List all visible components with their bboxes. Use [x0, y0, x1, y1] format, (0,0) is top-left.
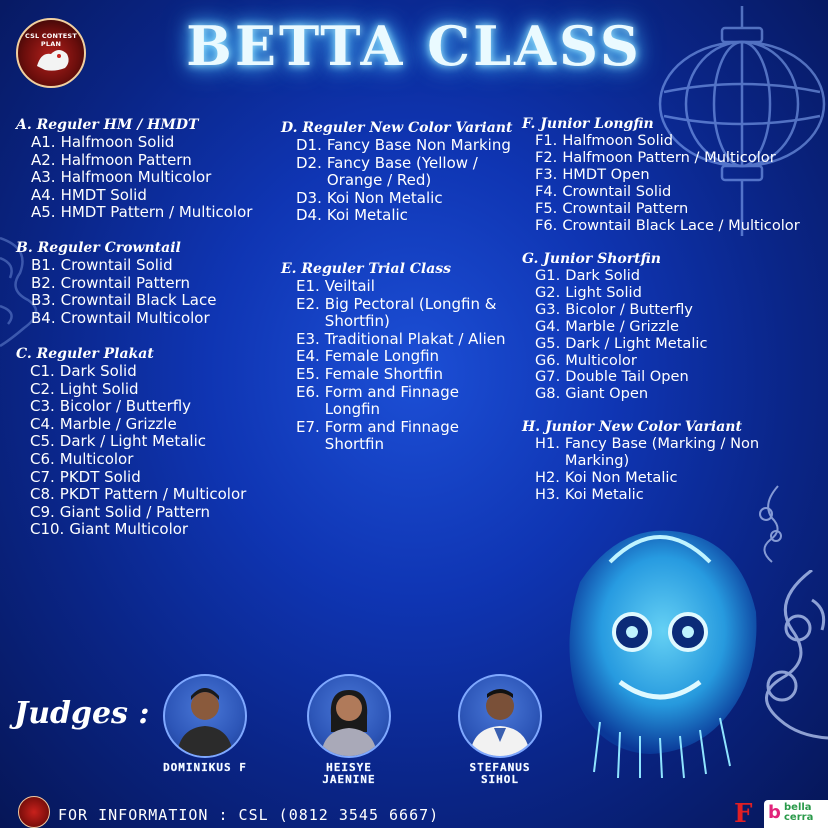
- class-label: Multicolor: [59, 449, 134, 468]
- class-item: [31, 134, 278, 152]
- class-code: E4.: [296, 347, 320, 366]
- class-code: B2.: [31, 273, 56, 292]
- class-item: [30, 469, 278, 487]
- class-code: A2.: [31, 150, 56, 169]
- class-label: Female Longfin: [324, 347, 440, 366]
- judge-card: [145, 674, 265, 774]
- class-code: D4.: [296, 206, 322, 225]
- class-item: [296, 190, 513, 208]
- class-label: HMDT Open: [562, 165, 650, 183]
- class-item: [30, 433, 278, 451]
- class-item: [296, 155, 513, 190]
- class-code: E2.: [296, 294, 320, 313]
- class-code: C1.: [30, 362, 55, 380]
- class-code: F1.: [535, 132, 558, 149]
- class-item: [535, 319, 828, 336]
- contact-info: FOR INFORMATION : CSL (0812 3545 6667): [58, 806, 440, 824]
- class-list: [16, 257, 278, 327]
- class-item: [31, 310, 278, 328]
- class-label: PKDT Solid: [59, 467, 141, 486]
- class-code: B3.: [31, 291, 56, 310]
- class-item: [535, 285, 828, 302]
- avatar: [458, 674, 542, 758]
- class-label: Light Solid: [59, 379, 139, 398]
- avatar: [163, 674, 247, 758]
- class-item: [535, 386, 828, 403]
- class-item: [30, 416, 278, 434]
- class-label: Giant Open: [565, 385, 649, 403]
- category-title: C. Reguler Plakat: [16, 346, 154, 362]
- bella-mark: b: [768, 802, 781, 823]
- class-code: G6.: [535, 351, 561, 369]
- class-label: Dark Solid: [59, 362, 137, 380]
- class-label: Bicolor / Butterfly: [59, 397, 192, 416]
- class-item: [30, 504, 278, 522]
- class-label: Halfmoon Solid: [60, 133, 175, 151]
- class-code: C5.: [30, 432, 55, 451]
- class-item: [535, 336, 828, 353]
- class-label: Fancy Base (Marking / Non Marking): [564, 435, 760, 469]
- class-code: E7.: [296, 417, 320, 436]
- auspicious-cloud-icon: [752, 570, 828, 740]
- class-code: E3.: [296, 329, 320, 348]
- class-label: Koi Metalic: [326, 206, 408, 225]
- category-c: [16, 346, 278, 539]
- class-code: G5.: [535, 334, 561, 352]
- class-label: Fancy Base (Yellow / Orange / Red): [326, 153, 478, 190]
- category-title: A. Reguler HM / HMDT: [16, 117, 199, 133]
- class-label: Female Shortfin: [324, 364, 444, 383]
- class-label: Koi Non Metalic: [326, 188, 443, 207]
- class-item: [30, 398, 278, 416]
- class-label: Light Solid: [565, 283, 642, 301]
- class-label: Crowntail Multicolor: [60, 308, 210, 327]
- category-title: H. Junior New Color Variant: [522, 419, 742, 435]
- class-item: [30, 381, 278, 399]
- class-code: A5.: [31, 203, 56, 222]
- class-item: [30, 451, 278, 469]
- class-item: [30, 363, 278, 381]
- class-item: [535, 167, 828, 184]
- avatar: [307, 674, 391, 758]
- class-code: H3.: [535, 485, 560, 503]
- class-label: Marble / Grizzle: [59, 414, 177, 433]
- sponsor-bella-cerra-logo: [764, 800, 828, 828]
- class-code: E1.: [296, 277, 320, 295]
- class-item: [31, 152, 278, 170]
- class-label: Halfmoon Pattern / Multicolor: [562, 148, 776, 166]
- category-d: [281, 120, 513, 225]
- category-title: G. Junior Shortfin: [522, 251, 661, 267]
- class-label: Traditional Plakat / Alien: [324, 329, 506, 348]
- class-label: Koi Metalic: [564, 485, 644, 503]
- class-code: C10.: [30, 520, 65, 539]
- class-label: Double Tail Open: [565, 368, 689, 386]
- judge-name: HEISYE JAENINE: [322, 761, 376, 786]
- class-item: [535, 353, 828, 370]
- class-label: Big Pectoral (Longfin & Shortfin): [324, 294, 497, 331]
- class-label: PKDT Pattern / Multicolor: [59, 485, 247, 504]
- sponsor-f-logo: F: [734, 799, 753, 828]
- class-code: F3.: [535, 165, 558, 183]
- lion-dance-head-icon: [560, 522, 760, 780]
- category-title: B. Reguler Crowntail: [16, 240, 181, 256]
- class-code: C6.: [30, 449, 55, 468]
- class-item: [535, 487, 828, 504]
- category-f: [522, 116, 828, 234]
- class-code: D1.: [296, 136, 322, 154]
- class-code: G1.: [535, 267, 561, 284]
- class-item: [296, 419, 513, 454]
- judge-name: STEFANUS SIHOL: [469, 761, 531, 786]
- class-item: [535, 302, 828, 319]
- footer-logo-icon: [18, 796, 50, 828]
- class-label: Giant Multicolor: [69, 520, 189, 539]
- class-code: A1.: [31, 133, 56, 151]
- category-h: [522, 419, 828, 504]
- class-item: [535, 133, 828, 150]
- class-code: C9.: [30, 502, 55, 521]
- class-code: C7.: [30, 467, 55, 486]
- class-item: [30, 486, 278, 504]
- class-label: Dark / Light Metalic: [59, 432, 207, 451]
- class-item: [31, 169, 278, 187]
- class-label: Form and Finnage Shortfin: [324, 417, 459, 454]
- class-code: A3.: [31, 168, 56, 187]
- class-list: [522, 268, 828, 403]
- class-code: G4.: [535, 317, 561, 335]
- class-item: [296, 278, 513, 296]
- class-item: [31, 257, 278, 275]
- class-label: Halfmoon Pattern: [60, 150, 192, 169]
- class-item: [296, 296, 513, 331]
- class-code: C3.: [30, 397, 55, 416]
- category-title: F. Junior Longfin: [522, 116, 654, 132]
- class-code: C4.: [30, 414, 55, 433]
- class-item: [31, 275, 278, 293]
- class-code: G2.: [535, 283, 561, 301]
- judge-card: [289, 674, 409, 786]
- class-list: [281, 137, 513, 225]
- category-g: [522, 251, 828, 403]
- class-label: Crowntail Pattern: [60, 273, 191, 292]
- category-title: E. Reguler Trial Class: [281, 261, 452, 277]
- class-label: Fancy Base Non Marking: [326, 136, 511, 154]
- class-item: [31, 204, 278, 222]
- class-item: [535, 218, 828, 235]
- class-list: [522, 436, 828, 504]
- judge-name: DOMINIKUS F: [163, 761, 247, 774]
- class-item: [535, 369, 828, 386]
- class-item: [535, 436, 828, 470]
- class-label: Koi Non Metalic: [564, 468, 678, 486]
- class-code: G3.: [535, 300, 561, 318]
- class-code: H2.: [535, 468, 560, 486]
- class-label: Dark / Light Metalic: [565, 334, 708, 352]
- class-item: [535, 150, 828, 167]
- class-label: Crowntail Pattern: [562, 199, 689, 217]
- category-e: [281, 261, 513, 454]
- judge-card: [440, 674, 560, 786]
- class-label: Multicolor: [565, 351, 637, 369]
- class-label: Form and Finnage Longfin: [324, 382, 459, 419]
- class-code: H1.: [535, 435, 560, 452]
- bella-name: bella cerra: [784, 802, 814, 823]
- category-a: [16, 117, 278, 222]
- class-label: Crowntail Black Lace: [60, 291, 217, 310]
- class-label: Crowntail Solid: [562, 182, 672, 200]
- class-item: [535, 470, 828, 487]
- class-item: [296, 366, 513, 384]
- class-code: F4.: [535, 182, 558, 200]
- class-code: F6.: [535, 216, 558, 234]
- class-item: [31, 292, 278, 310]
- class-list: [16, 363, 278, 539]
- class-label: Halfmoon Multicolor: [60, 168, 212, 187]
- class-list: [281, 278, 513, 454]
- class-item: [535, 268, 828, 285]
- class-code: B1.: [31, 256, 56, 274]
- class-label: Crowntail Solid: [60, 256, 173, 274]
- class-code: D3.: [296, 188, 322, 207]
- class-item: [535, 201, 828, 218]
- class-list: [16, 134, 278, 222]
- class-label: Giant Solid / Pattern: [59, 502, 211, 521]
- class-item: [31, 187, 278, 205]
- class-code: A4.: [31, 185, 56, 204]
- class-code: E5.: [296, 364, 320, 383]
- class-list: [522, 133, 828, 234]
- class-code: B4.: [31, 308, 56, 327]
- judges-label: Judges :: [14, 696, 150, 731]
- class-item: [296, 384, 513, 419]
- class-label: HMDT Pattern / Multicolor: [60, 203, 253, 222]
- class-item: [296, 207, 513, 225]
- category-b: [16, 240, 278, 327]
- class-code: G7.: [535, 368, 561, 386]
- class-item: [296, 331, 513, 349]
- class-label: Marble / Grizzle: [565, 317, 679, 335]
- class-label: HMDT Solid: [60, 185, 147, 204]
- class-label: Bicolor / Butterfly: [565, 300, 693, 318]
- category-title: D. Reguler New Color Variant: [281, 120, 513, 136]
- class-item: [296, 137, 513, 155]
- class-item: [30, 521, 278, 539]
- class-item: [296, 348, 513, 366]
- logo-text: CSL CONTEST PLAN: [25, 32, 77, 48]
- class-label: Veiltail: [324, 277, 375, 295]
- class-label: Halfmoon Solid: [562, 132, 673, 149]
- class-code: C2.: [30, 379, 55, 398]
- class-item: [535, 184, 828, 201]
- class-code: E6.: [296, 382, 320, 401]
- class-code: F5.: [535, 199, 558, 217]
- class-label: Crowntail Black Lace / Multicolor: [562, 216, 800, 234]
- class-code: C8.: [30, 485, 55, 504]
- class-label: Dark Solid: [565, 267, 641, 284]
- page-title: BETTA CLASS: [186, 14, 642, 78]
- class-code: F2.: [535, 148, 558, 166]
- class-code: G8.: [535, 385, 561, 403]
- class-code: D2.: [296, 153, 322, 172]
